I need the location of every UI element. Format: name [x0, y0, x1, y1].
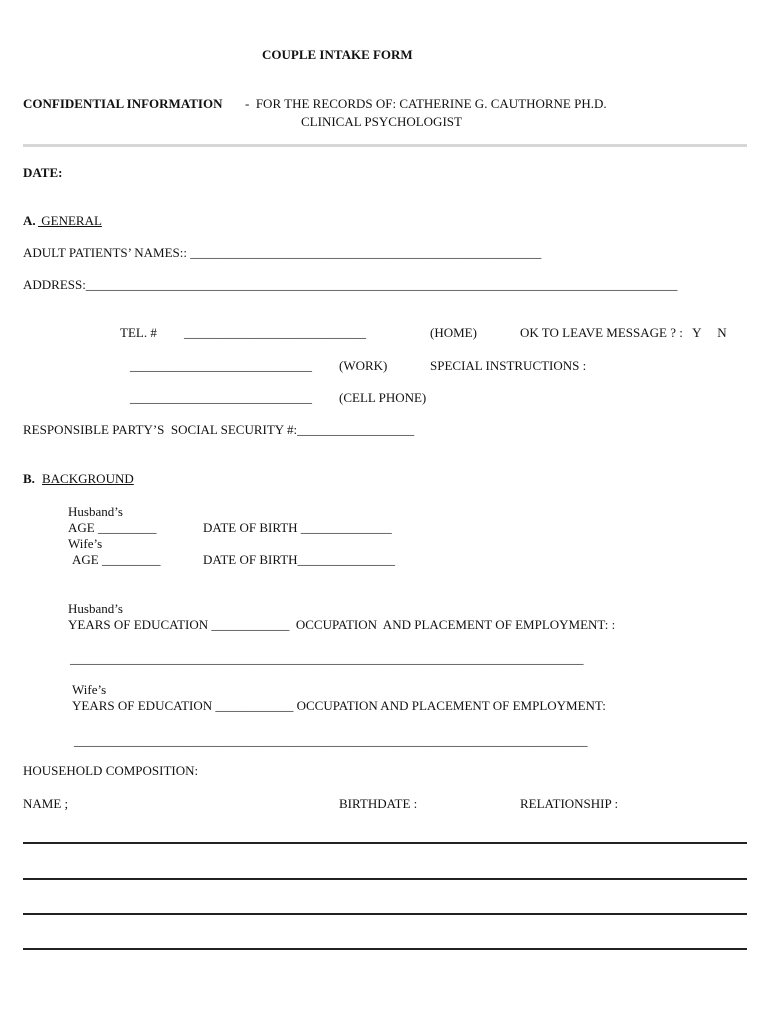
husband-label: Husband’s — [68, 504, 123, 519]
household-row-line[interactable] — [23, 948, 747, 950]
wife-education-field[interactable]: YEARS OF EDUCATION ____________ OCCUPATION AND PLACEMENT OF EMPLOYMENT: — [72, 698, 606, 713]
husband-label-2: Husband’s — [68, 601, 123, 616]
household-col-name: NAME ; — [23, 796, 69, 811]
wife-employment-blank[interactable]: _______________________________________________________________________________ — [74, 733, 588, 748]
household-row-line[interactable] — [23, 913, 747, 915]
tel-label: TEL. # — [120, 325, 157, 340]
section-a-title: GENERAL — [38, 213, 102, 228]
date-label: DATE: — [23, 165, 63, 180]
wife-age-field[interactable]: AGE _________ — [72, 552, 161, 567]
wife-label-2: Wife’s — [72, 682, 107, 697]
cell-phone-label: (CELL PHONE) — [339, 390, 427, 405]
household-heading: HOUSEHOLD COMPOSITION: — [23, 763, 199, 778]
records-for-line: - FOR THE RECORDS OF: CATHERINE G. CAUTHORNE PH.D. — [245, 96, 607, 111]
household-row-line[interactable] — [23, 878, 747, 880]
work-phone-field[interactable]: ____________________________ — [130, 358, 312, 373]
section-b-title: BACKGROUND — [42, 471, 134, 486]
psychologist-title: CLINICAL PSYCHOLOGIST — [301, 114, 462, 129]
home-phone-field[interactable]: ____________________________ — [184, 325, 366, 340]
wife-label: Wife’s — [68, 536, 103, 551]
husband-employment-blank[interactable]: _______________________________________________________________________________ — [70, 651, 584, 666]
home-label: (HOME) — [430, 325, 477, 340]
household-col-relationship: RELATIONSHIP : — [520, 796, 619, 811]
adult-patients-names-field[interactable]: ADULT PATIENTS’ NAMES:: ______________________________________________________ — [23, 245, 542, 260]
special-instructions-label: SPECIAL INSTRUCTIONS : — [430, 358, 587, 373]
husband-education-field[interactable]: YEARS OF EDUCATION ____________ OCCUPATION AND PLACEMENT OF EMPLOYMENT: : — [68, 617, 616, 632]
household-col-birthdate: BIRTHDATE : — [339, 796, 418, 811]
cell-phone-field[interactable]: ____________________________ — [130, 390, 312, 405]
husband-dob-field[interactable]: DATE OF BIRTH ______________ — [203, 520, 392, 535]
confidential-label: CONFIDENTIAL INFORMATION — [23, 96, 223, 111]
header-divider — [23, 144, 747, 147]
wife-dob-field[interactable]: DATE OF BIRTH_______________ — [203, 552, 396, 567]
husband-age-field[interactable]: AGE _________ — [68, 520, 157, 535]
work-label: (WORK) — [339, 358, 388, 373]
address-field[interactable]: ADDRESS:___________________________________________________________________________________________ — [23, 277, 678, 292]
household-row-line[interactable] — [23, 842, 747, 844]
form-title: COUPLE INTAKE FORM — [262, 47, 413, 62]
section-a-letter: A. — [23, 213, 36, 228]
section-b-letter: B. — [23, 471, 35, 486]
ssn-field[interactable]: RESPONSIBLE PARTY’S SOCIAL SECURITY #:__________________ — [23, 422, 415, 437]
ok-to-leave-message: OK TO LEAVE MESSAGE ? : Y N — [520, 325, 727, 340]
